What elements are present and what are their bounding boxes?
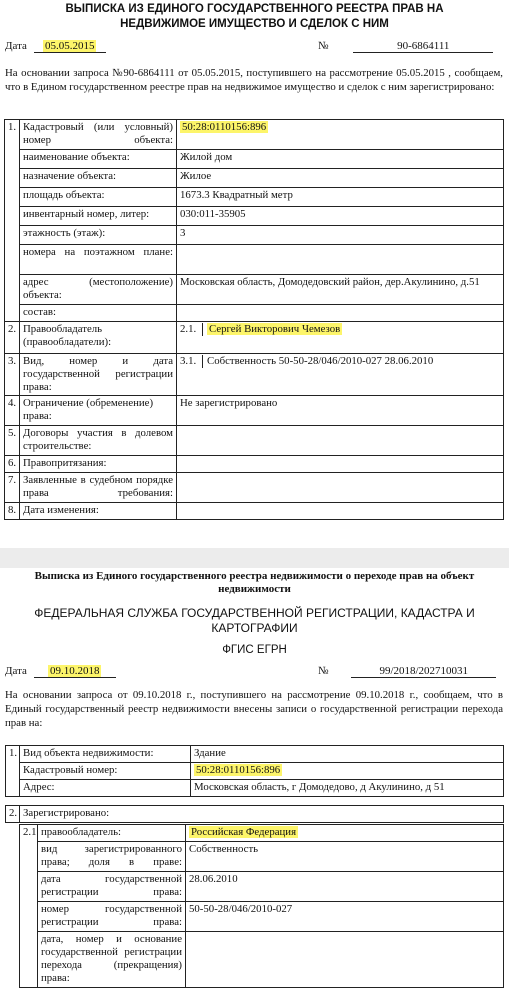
agency-name: ФЕДЕРАЛЬНАЯ СЛУЖБА ГОСУДАРСТВЕННОЙ РЕГИСТРАЦИИ, КАДАСТРА И КАРТОГРАФИИ — [34, 606, 475, 635]
row-floor-plan: номера на поэтажном плане: — [5, 245, 504, 275]
transfer-table-row2-1: 2.1 правообладатель: Российская Федерация вид зарегистрированного права; доля в праве: Собственность дата государственной регистрации права: 28.06.2010 номер государственной регистрации права: 50-50-28/046/2010-027 дата, номер и основание государственной регистрации перехода (прекращения) права: — [19, 824, 504, 988]
row-claims: 6. Правопритязания: — [5, 456, 504, 473]
row-change-date: 8. Дата изменения: — [5, 503, 504, 520]
property-table — [4, 119, 504, 520]
extract-2015-title: ВЫПИСКА ИЗ ЕДИНОГО ГОСУДАРСТВЕННОГО РЕЕСТРА ПРАВ НА НЕДВИЖИМОЕ ИМУЩЕСТВО И СДЕЛОК С НИМ — [65, 3, 444, 30]
row-cadastral: 1. Кадастровый (или условный) номер объекта: 50:28:0110156:896 — [5, 120, 504, 150]
date-value-2018-highlighted: 09.10.2018 — [49, 665, 100, 677]
row-name: наименование объекта: Жилой дом — [5, 150, 504, 169]
date-value-highlighted: 05.05.2015 — [44, 40, 95, 52]
row-court-claims: 7. Заявленные в судебном порядке права требования: — [5, 473, 504, 503]
row-owner: 2. Правообладатель (правообладатели): 2.1. Сергей Викторович Чемезов — [5, 322, 504, 354]
row-shared-construction: 5. Договоры участия в долевом строительстве: — [5, 426, 504, 456]
row-inventory: инвентарный номер, литер: 030:011-35905 — [5, 207, 504, 226]
request-intro-2018: На основании запроса от 09.10.2018 г., поступившего на рассмотрение 09.10.2018 г., сообщаем, что в Единый государственный реестр недвижимости внесены записи о государственной регистрации перехода прав на: — [5, 689, 503, 729]
extract-2018 — [0, 568, 509, 1007]
request-intro: На основании запроса №90-6864111 от 05.05.2015, поступившего на рассмотрение 05.05.2015 , сообщаем, что в Едином государственном реестре прав на недвижимое имущество и сделок с ним зарегистрировано: — [5, 67, 503, 93]
row-right-registration: 3. Вид, номер и дата государственной регистрации права: 3.1. Собственность 50-50-28/046/2010-027 28.06.2010 — [5, 354, 504, 396]
extract-2018-title: Выписка из Единого государственного реестра недвижимости о переходе прав на объект недвижимости — [34, 570, 475, 595]
section-divider — [0, 548, 509, 568]
row-address: адрес (местоположение) объекта: Московская область, Домодедовский район, дер.Акулинино, д.51 — [5, 275, 504, 305]
number-row: № 90-6864111 — [318, 40, 493, 53]
transfer-table-row1: 1. Вид объекта недвижимости: Здание Кадастровый номер: 50:28:0110156:896 Адрес: Московская область, г Домодедово, д Акулинино, д 51 — [5, 745, 504, 797]
row-area: площадь объекта: 1673.3 Квадратный метр — [5, 188, 504, 207]
row-purpose: назначение объекта: Жилое — [5, 169, 504, 188]
system-name: ФГИС ЕГРН — [222, 644, 287, 656]
number-row-2018: № 99/2018/202710031 — [318, 665, 496, 678]
transfer-table-row2: 2. Зарегистрировано: — [5, 805, 504, 823]
owner-name-highlighted: Сергей Викторович Чемезов — [209, 323, 341, 335]
owner-2018-highlighted: Российская Федерация — [191, 826, 297, 838]
cadastral-number-2018-highlighted: 50:28:0110156:896 — [196, 764, 281, 776]
date-row-2018: Дата 09.10.2018 — [5, 665, 116, 678]
row-encumbrance: 4. Ограничение (обременение) права: Не зарегистрировано — [5, 396, 504, 426]
row-floors: этажность (этаж): 3 — [5, 226, 504, 245]
date-row: Дата 05.05.2015 — [5, 40, 106, 53]
cadastral-number-highlighted: 50:28:0110156:896 — [182, 121, 267, 133]
row-composition: состав: — [5, 305, 504, 322]
